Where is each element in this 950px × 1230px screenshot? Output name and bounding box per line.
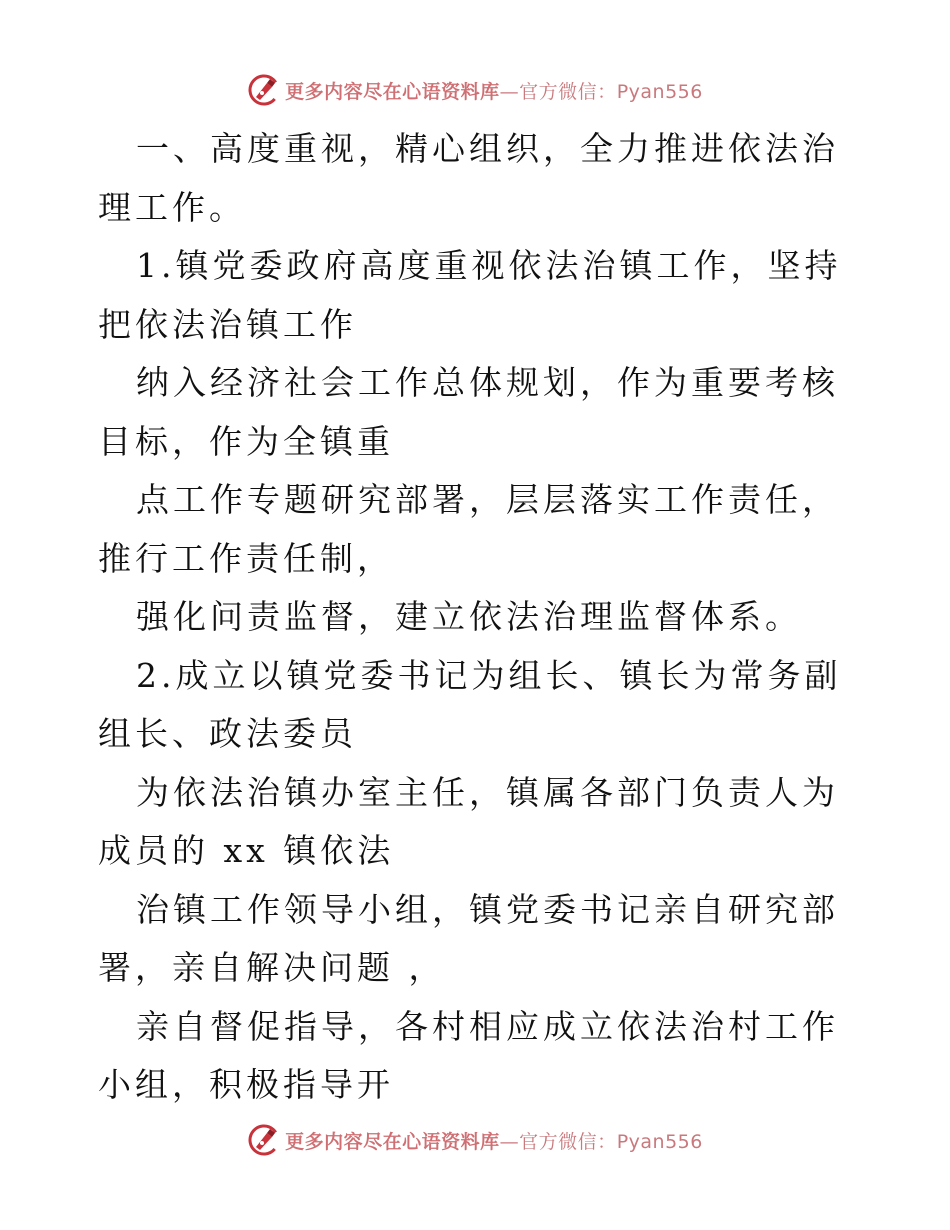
paragraph: 1.镇党委政府高度重视依法治镇工作，坚持把依法治镇工作 xyxy=(98,246,842,344)
pen-nib-circle-logo-icon xyxy=(247,1123,281,1157)
watermark-official-label: 官方微信： xyxy=(519,80,617,103)
paragraph: 治镇工作领导小组，镇党委书记亲自研究部署，亲自解决问题 ， xyxy=(98,889,839,987)
watermark-content xyxy=(247,1123,703,1157)
watermark-wechat-id: Pyan556 xyxy=(616,1130,703,1153)
watermark-wechat-id: Pyan556 xyxy=(616,80,703,103)
header-watermark-banner xyxy=(0,70,950,110)
paragraph: 一、高度重视，精心组织，全力推进依法治理工作。 xyxy=(98,129,839,227)
watermark-text xyxy=(285,1127,703,1154)
watermark-brand: 更多内容尽在心语资料库 xyxy=(285,1130,500,1153)
footer-watermark-banner xyxy=(0,1120,950,1160)
watermark-dash: — xyxy=(499,80,520,103)
document-body xyxy=(98,120,858,1115)
paragraph: 点工作专题研究部署，层层落实工作责任，推行工作责任制， xyxy=(98,480,839,578)
paragraph: 纳入经济社会工作总体规划，作为重要考核目标，作为全镇重 xyxy=(98,363,839,461)
watermark-content xyxy=(247,73,703,107)
watermark-text xyxy=(285,77,703,104)
pen-nib-circle-logo-icon xyxy=(247,73,281,107)
watermark-official-label: 官方微信： xyxy=(519,1130,617,1153)
watermark-dash: — xyxy=(499,1130,520,1153)
paragraph: 为依法治镇办室主任，镇属各部门负责人为成员的 xx 镇依法 xyxy=(98,772,839,870)
paragraph: 强化问责监督，建立依法治理监督体系。 xyxy=(136,597,802,636)
watermark-brand: 更多内容尽在心语资料库 xyxy=(285,80,500,103)
paragraph: 亲自督促指导，各村相应成立依法治村工作小组，积极指导开 xyxy=(98,1006,839,1104)
paragraph: 2.成立以镇党委书记为组长、镇长为常务副组长、政法委员 xyxy=(98,655,842,753)
